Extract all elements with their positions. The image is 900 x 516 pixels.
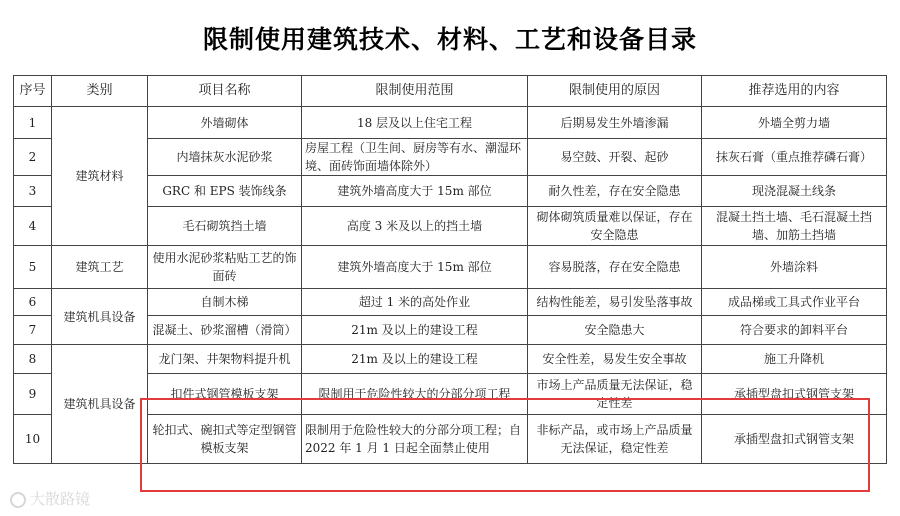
cell-no: 7 bbox=[14, 316, 52, 345]
cell-recommend: 承插型盘扣式钢管支架 bbox=[702, 374, 887, 415]
cell-recommend: 抹灰石膏（重点推荐磷石膏） bbox=[702, 139, 887, 176]
cell-scope: 高度 3 米及以上的挡土墙 bbox=[302, 207, 528, 246]
cell-no: 1 bbox=[14, 107, 52, 139]
cell-item-name: 毛石砌筑挡土墙 bbox=[148, 207, 302, 246]
cell-item-name: 扣件式钢管模板支架 bbox=[148, 374, 302, 415]
cell-no: 6 bbox=[14, 289, 52, 316]
cell-recommend: 成品梯或工具式作业平台 bbox=[702, 289, 887, 316]
cell-item-name: 外墙砌体 bbox=[148, 107, 302, 139]
cell-scope: 18 层及以上住宅工程 bbox=[302, 107, 528, 139]
cell-reason: 安全性差，易发生安全事故 bbox=[528, 345, 702, 374]
cell-scope: 21m 及以上的建设工程 bbox=[302, 345, 528, 374]
cell-item-name: GRC 和 EPS 装饰线条 bbox=[148, 176, 302, 207]
header-recommend: 推荐选用的内容 bbox=[702, 76, 887, 107]
cell-no: 2 bbox=[14, 139, 52, 176]
table-row bbox=[14, 345, 887, 374]
cell-item-name: 内墙抹灰水泥砂浆 bbox=[148, 139, 302, 176]
cell-reason: 非标产品，或市场上产品质量无法保证，稳定性差 bbox=[528, 415, 702, 464]
table-row bbox=[14, 107, 887, 139]
cell-no: 8 bbox=[14, 345, 52, 374]
cell-scope: 建筑外墙高度大于 15m 部位 bbox=[302, 246, 528, 289]
cell-category: 建筑机具设备 bbox=[52, 289, 148, 345]
cell-recommend: 现浇混凝土线条 bbox=[702, 176, 887, 207]
cell-scope: 建筑外墙高度大于 15m 部位 bbox=[302, 176, 528, 207]
cell-scope: 限制用于危险性较大的分部分项工程；自 2022 年 1 月 1 日起全面禁止使用 bbox=[302, 415, 528, 464]
cell-reason: 结构性能差，易引发坠落事故 bbox=[528, 289, 702, 316]
header-category: 类别 bbox=[52, 76, 148, 107]
cell-reason: 后期易发生外墙渗漏 bbox=[528, 107, 702, 139]
cell-item-name: 自制木梯 bbox=[148, 289, 302, 316]
watermark-logo-icon bbox=[10, 492, 26, 508]
cell-recommend: 混凝土挡土墙、毛石混凝土挡墙、加筋土挡墙 bbox=[702, 207, 887, 246]
cell-scope: 21m 及以上的建设工程 bbox=[302, 316, 528, 345]
watermark-text: 大散路镜 bbox=[30, 490, 91, 508]
page-title: 限制使用建筑技术、材料、工艺和设备目录 bbox=[202, 25, 697, 54]
cell-recommend: 外墙涂料 bbox=[702, 246, 887, 289]
cell-no: 4 bbox=[14, 207, 52, 246]
header-scope: 限制使用范围 bbox=[302, 76, 528, 107]
cell-category: 建筑机具设备 bbox=[52, 345, 148, 464]
header-reason: 限制使用的原因 bbox=[528, 76, 702, 107]
watermark bbox=[10, 488, 90, 509]
cell-no: 3 bbox=[14, 176, 52, 207]
cell-no: 10 bbox=[14, 415, 52, 464]
cell-item-name: 混凝土、砂浆溜槽（滑筒） bbox=[148, 316, 302, 345]
cell-category: 建筑工艺 bbox=[52, 246, 148, 289]
cell-recommend: 承插型盘扣式钢管支架 bbox=[702, 415, 887, 464]
cell-scope: 房屋工程（卫生间、厨房等有水、潮湿环境、面砖饰面墙体除外） bbox=[302, 139, 528, 176]
cell-no: 9 bbox=[14, 374, 52, 415]
cell-reason: 市场上产品质量无法保证，稳定性差 bbox=[528, 374, 702, 415]
table-header-row bbox=[14, 76, 887, 107]
cell-scope: 限制用于危险性较大的分部分项工程 bbox=[302, 374, 528, 415]
cell-item-name: 使用水泥砂浆粘贴工艺的饰面砖 bbox=[148, 246, 302, 289]
cell-reason: 耐久性差，存在安全隐患 bbox=[528, 176, 702, 207]
cell-reason: 容易脱落，存在安全隐患 bbox=[528, 246, 702, 289]
cell-category: 建筑材料 bbox=[52, 107, 148, 246]
cell-item-name: 轮扣式、碗扣式等定型钢管模板支架 bbox=[148, 415, 302, 464]
cell-recommend: 施工升降机 bbox=[702, 345, 887, 374]
table-row bbox=[14, 289, 887, 316]
cell-recommend: 符合要求的卸料平台 bbox=[702, 316, 887, 345]
cell-reason: 砌体砌筑质量难以保证，存在安全隐患 bbox=[528, 207, 702, 246]
cell-recommend: 外墙全剪力墙 bbox=[702, 107, 887, 139]
header-no: 序号 bbox=[14, 76, 52, 107]
cell-no: 5 bbox=[14, 246, 52, 289]
table-row bbox=[14, 246, 887, 289]
cell-reason: 安全隐患大 bbox=[528, 316, 702, 345]
cell-item-name: 龙门架、井架物料提升机 bbox=[148, 345, 302, 374]
cell-scope: 超过 1 米的高处作业 bbox=[302, 289, 528, 316]
header-item-name: 项目名称 bbox=[148, 76, 302, 107]
restriction-table bbox=[13, 75, 887, 464]
cell-reason: 易空鼓、开裂、起砂 bbox=[528, 139, 702, 176]
